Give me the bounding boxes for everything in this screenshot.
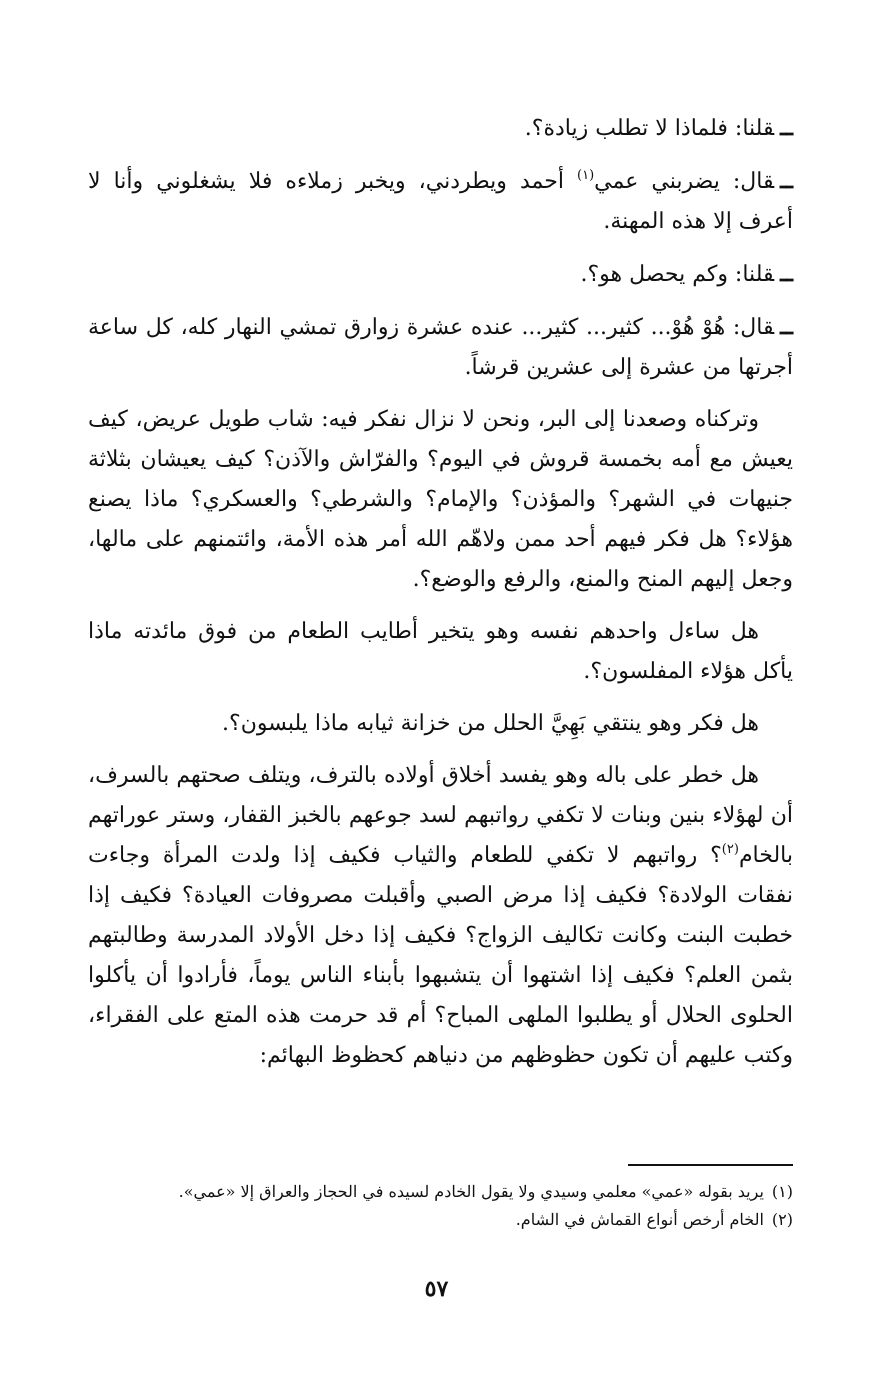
paragraph-text-before-note: هل خطر على باله وهو يفسد أخلاق أولاده بالترف، ويتلف صحتهم بالسرف، أن لهؤلاء بنين وبنات لا تكفي رواتبهم لسد جوعهم بالخبز القفار، وستر عوراتهم بالخام bbox=[88, 763, 793, 868]
dialogue-text: قلنا: فلماذا لا تطلب زيادة؟. bbox=[524, 116, 775, 141]
page-body bbox=[88, 108, 793, 1088]
dialogue-line-3 bbox=[88, 254, 793, 295]
footnotes bbox=[88, 1178, 793, 1234]
dialogue-text-before-note: قال: يضربني عمي bbox=[594, 169, 775, 194]
footnote-marker-2[interactable]: (٢) bbox=[721, 842, 739, 857]
body-paragraph-2: هل ساءل واحدهم نفسه وهو يتخير أطايب الطعام من فوق مائدته ماذا يأكل هؤلاء المفلسون؟. bbox=[88, 619, 793, 684]
dialogue-text: قال: هُوْ هُوْ... كثير... كثير... عنده عشرة زوارق تمشي النهار كله، كل ساعة أجرتها من عشرة إلى عشرين قرشاً. bbox=[88, 315, 793, 380]
dialogue-line-1 bbox=[88, 108, 793, 149]
footnote-separator bbox=[628, 1164, 793, 1166]
dialogue-line-2 bbox=[88, 161, 793, 242]
footnote-1 bbox=[88, 1178, 793, 1206]
footnote-2 bbox=[88, 1206, 793, 1234]
body-paragraph-1: وتركناه وصعدنا إلى البر، ونحن لا نزال نفكر فيه: شاب طويل عريض، كيف يعيش مع أمه بخمسة قروش في اليوم؟ والفرّاش والآذن؟ كيف يعيشان بثلاثة جنيهات في الشهر؟ والمؤذن؟ والإمام؟ والشرطي؟ والعسكري؟ ماذا يصنع هؤلاء؟ هل فكر فيهم أحد ممن ولاهّم الله أمر هذه الأمة، وائتمنهم على مالها، وجعل إليهم المنح والمنع، والرفع والوضع؟. bbox=[88, 407, 793, 592]
footnote-number: (١) bbox=[771, 1182, 793, 1201]
dialogue-text-after-note: أحمد ويطردني، ويخبر زملاءه فلا يشغلوني وأنا لا أعرف إلا هذه المهنة. bbox=[88, 169, 793, 234]
dialogue-dash: ــ bbox=[780, 314, 793, 340]
dialogue-line-4 bbox=[88, 307, 793, 388]
footnote-text: الخام أرخص أنواع القماش في الشام. bbox=[515, 1210, 764, 1229]
body-paragraph-4 bbox=[88, 756, 793, 1076]
dialogue-dash: ــ bbox=[780, 261, 793, 287]
footnote-number: (٢) bbox=[771, 1210, 793, 1229]
footnote-text: يريد بقوله «عمي» معلمي وسيدي ولا يقول الخادم لسيده في الحجاز والعراق إلا «عمي». bbox=[178, 1182, 764, 1201]
footnote-marker-1[interactable]: (١) bbox=[577, 168, 595, 183]
page-number: ٥٧ bbox=[424, 1276, 449, 1302]
dialogue-text: قلنا: وكم يحصل هو؟. bbox=[580, 262, 775, 287]
body-paragraph-3: هل فكر وهو ينتقي بَهِيَّ الحلل من خزانة ثيابه ماذا يلبسون؟. bbox=[222, 711, 759, 736]
dialogue-dash: ــ bbox=[780, 168, 793, 194]
paragraph-text-after-note: ؟ رواتبهم لا تكفي للطعام والثياب فكيف إذا ولدت المرأة وجاءت نفقات الولادة؟ فكيف إذا مرض الصبي وأقبلت مصروفات العيادة؟ فكيف إذا خطبت البنت وكانت تكاليف الزواج؟ فكيف إذا دخل الأولاد المدرسة وطالبتهم بثمن العلم؟ فكيف إذا اشتهوا أن يتشبهوا بأبناء الناس يوماً، فأرادوا أن يأكلوا الحلوى الحلال أو يطلبوا الملهى المباح؟ أم قد حرمت هذه المتع على الفقراء، وكتب عليهم أن تكون حظوظهم من دنياهم كحظوظ البهائم: bbox=[88, 843, 793, 1068]
dialogue-dash: ــ bbox=[780, 115, 793, 141]
